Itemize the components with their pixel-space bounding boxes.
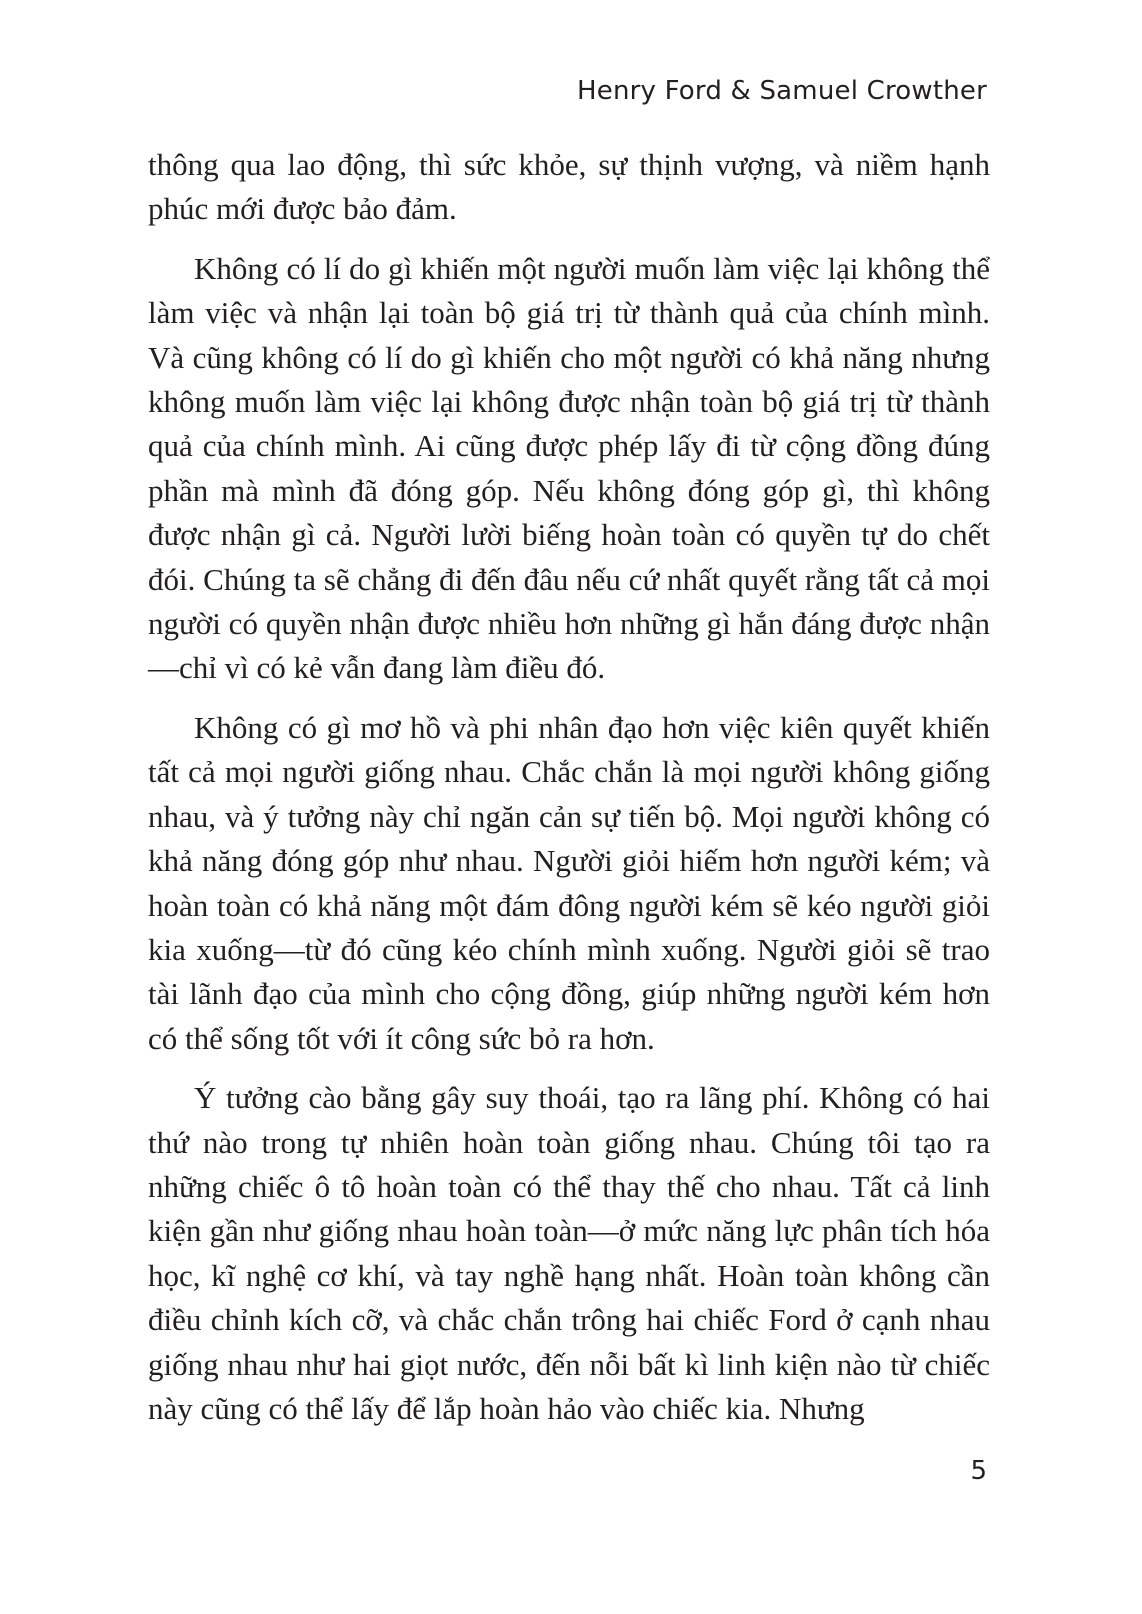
paragraph-continued: thông qua lao động, thì sức khỏe, sự thịnh vượng, và niềm hạnh phúc mới được bảo đảm.: [148, 147, 990, 227]
page-number: 5: [970, 1456, 987, 1486]
paragraph: Ý tưởng cào bằng gây suy thoái, tạo ra lãng phí. Không có hai thứ nào trong tự nhiên hoàn toàn giống nhau. Chúng tôi tạo ra những chiếc ô tô hoàn toàn có thể thay thế cho nhau. Tất cả linh kiện gần như giống nhau hoàn toàn—ở mức năng lực phân tích hóa học, kĩ nghệ cơ khí, và tay nghề hạng nhất. Hoàn toàn không cần điều chỉnh kích cỡ, và chắc chắn trông hai chiếc Ford ở cạnh nhau giống nhau như hai giọt nước, đến nỗi bất kì linh kiện nào từ chiếc này cũng có thể lấy để lắp hoàn hảo vào chiếc kia. Nhưng: [148, 1080, 990, 1426]
paragraph: Không có gì mơ hồ và phi nhân đạo hơn việc kiên quyết khiến tất cả mọi người giống nhau. Chắc chắn là mọi người không giống nhau, và ý tưởng này chỉ ngăn cản sự tiến bộ. Mọi người không có khả năng đóng góp như nhau. Người giỏi hiếm hơn người kém; và hoàn toàn có khả năng một đám đông người kém sẽ kéo người giỏi kia xuống—từ đó cũng kéo chính mình xuống. Người giỏi sẽ trao tài lãnh đạo của mình cho cộng đồng, giúp những người kém hơn có thể sống tốt với ít công sức bỏ ra hơn.: [148, 709, 990, 1056]
body-text: [148, 143, 990, 1431]
paragraph: Không có lí do gì khiến một người muốn làm việc lại không thể làm việc và nhận lại toàn bộ giá trị từ thành quả của chính mình. Và cũng không có lí do gì khiến cho một người có khả năng nhưng không muốn làm việc lại không được nhận toàn bộ giá trị từ thành quả của chính mình. Ai cũng được phép lấy đi từ cộng đồng đúng phần mà mình đã đóng góp. Nếu không đóng góp gì, thì không được nhận gì cả. Người lười biếng hoàn toàn có quyền tự do chết đói. Chúng ta sẽ chẳng đi đến đâu nếu cứ nhất quyết rằng tất cả mọi người có quyền nhận được nhiều hơn những gì hắn đáng được nhận—chỉ vì có kẻ vẫn đang làm điều đó.: [148, 250, 990, 686]
running-header: Henry Ford & Samuel Crowther: [577, 76, 987, 106]
